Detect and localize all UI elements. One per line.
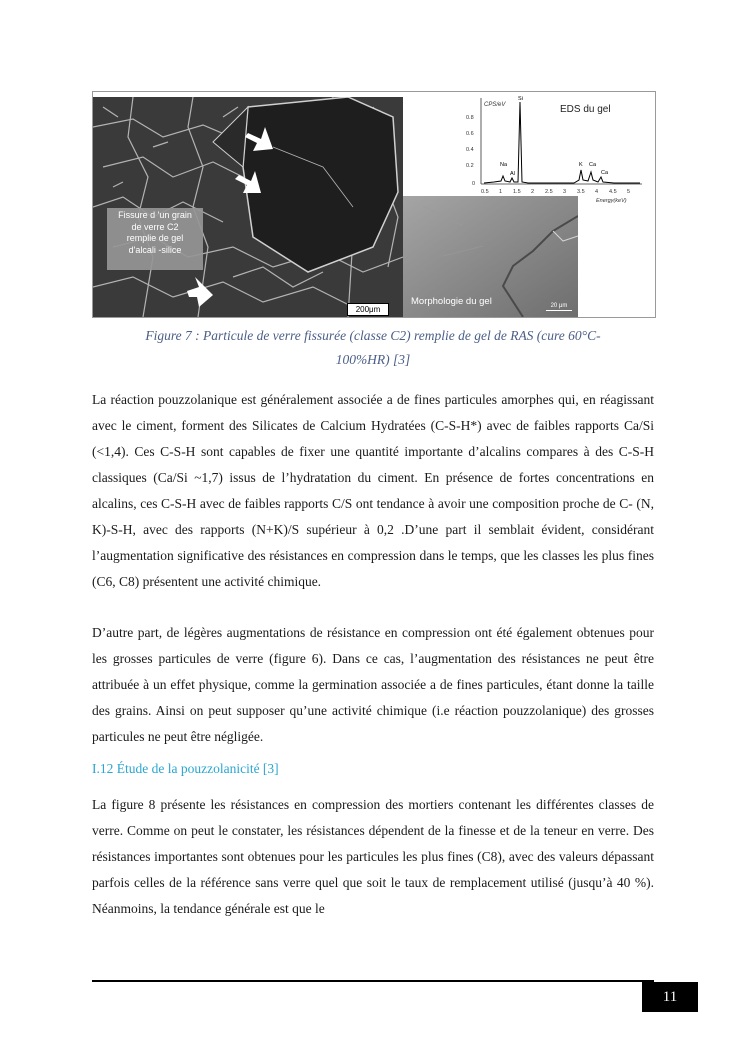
page-number: 11 xyxy=(642,982,698,1012)
paragraph-2: D’autre part, de légères augmentations de résistance en compression ont été également obtenues pour les grosses particules de verre (figure 6). Dans ce cas, l’augmentation des résistances ne peut être attribuée à un effet physique, comme la germination associée a de fines particules, étant donne la taille des grains. Ainsi on peut supposer qu’une activité chimique (i.e réaction pouzzolanique) des grosses particules ne peut être négligée. xyxy=(92,625,654,744)
sem-texture xyxy=(93,97,403,317)
caption-line: 100%HR) [3] xyxy=(335,352,411,367)
section-heading: I.12 Étude de la pouzzolanicité [3] xyxy=(92,761,279,776)
eds-x-tick: 5 xyxy=(627,189,631,195)
eds-peak-label: Al xyxy=(510,171,515,177)
eds-x-tick: 2 xyxy=(531,189,535,195)
figure-caption xyxy=(92,324,654,372)
scale-bar: 200μm xyxy=(347,303,389,316)
sem-annotation-line: Fissure d 'un grain xyxy=(118,210,192,220)
morphology-scale-bar: 20 μm xyxy=(546,302,572,311)
caption-line: Figure 7 : Particule de verre fissurée (classe C2) remplie de gel de RAS (cure 60°C- xyxy=(145,328,601,343)
eds-y-tick: 0.8 xyxy=(466,115,474,121)
eds-title: EDS du gel xyxy=(560,104,611,115)
eds-y-tick: 0.6 xyxy=(466,131,474,137)
eds-x-label: Energy(keV) xyxy=(596,198,627,204)
eds-x-tick: 1.5 xyxy=(513,189,521,195)
eds-spectrum xyxy=(464,92,655,212)
eds-x-tick: 0.5 xyxy=(481,189,489,195)
eds-peak-label: Ca xyxy=(601,170,609,176)
eds-y-tick: 0.2 xyxy=(466,163,474,169)
footer-rule xyxy=(92,980,654,982)
morphology-label: Morphologie du gel xyxy=(411,296,492,307)
eds-x-tick: 4.5 xyxy=(609,189,617,195)
eds-x-tick: 3.5 xyxy=(577,189,585,195)
gel-morphology-image xyxy=(403,196,578,317)
sem-annotation-line: d'alcali -silice xyxy=(128,244,182,255)
sem-annotation-line: remplie de gel xyxy=(126,233,184,243)
sem-annotation-box xyxy=(107,208,203,270)
eds-peak-label: Si xyxy=(518,96,523,102)
eds-y-unit: CPS/eV xyxy=(484,102,506,108)
eds-x-tick: 4 xyxy=(595,189,599,195)
eds-peak-label: K xyxy=(579,162,583,168)
paragraph-3: La figure 8 présente les résistances en compression des mortiers contenant les différentes classes de verre. Comme on peut le constater, les résistances dépendent de la finesse et de la teneur en verre. Des résistances importantes sont obtenues pour les particules les plus fines (C8), avec des valeurs dépassant parfois celles de la référence sans verre quel que soit le taux de remplacement utilisé (jusqu’à 40 %). Néanmoins, la tendance générale est que le xyxy=(92,797,654,916)
paragraph-1: La réaction pouzzolanique est généralement associée a de fines particules amorphes qui, en réagissant avec le ciment, forment des Silicates de Calcium Hydratées (C-S-H*) avec de faibles rapports Ca/Si (<1,4). Ces C-S-H sont capables de fixer une quantité importante d’alcalins compares à des C-S-H classiques (Ca/Si ~1,7) issus de l’hydratation du ciment. En présence de fortes concentrations en alcalins, ces C-S-H avec de faibles rapports C/S ont tendance à avoir une composition proche de C- (N, K)-S-H, avec des rapports (N+K)/S supérieur à 0,2 .D’une part il semblait évident, considérant l’augmentation significative des résistances en compression dans le temps, que les classes les plus fines (C6, C8) présentent une activité chimique. xyxy=(92,392,654,589)
sem-micrograph xyxy=(93,97,403,317)
eds-x-tick: 1 xyxy=(499,189,503,195)
eds-y-tick: 0.4 xyxy=(466,147,474,153)
eds-y-tick: 0 xyxy=(472,181,476,187)
eds-peak-label: Ca xyxy=(589,162,597,168)
eds-x-tick: 3 xyxy=(563,189,567,195)
eds-x-tick: 2.5 xyxy=(545,189,553,195)
sem-annotation-line: de verre C2 xyxy=(131,221,179,232)
eds-peak-label: Na xyxy=(500,162,508,168)
figure-7 xyxy=(92,91,656,318)
